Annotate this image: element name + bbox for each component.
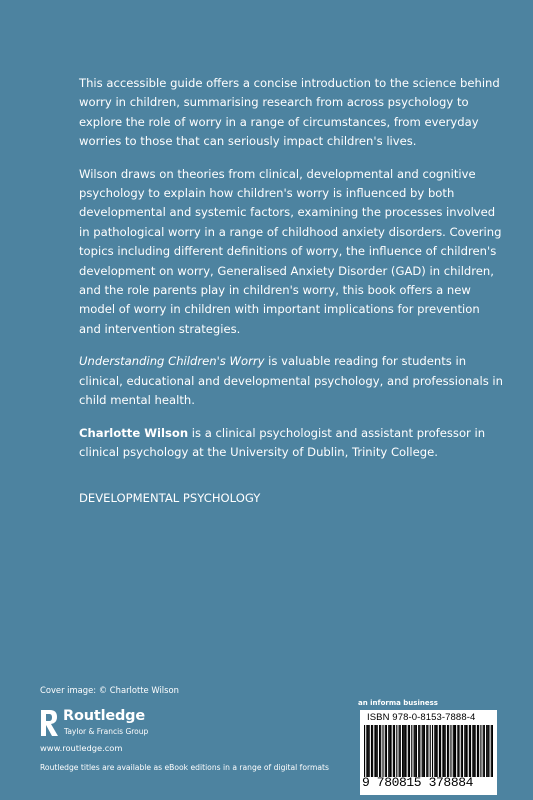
routledge-logo-icon: [40, 709, 59, 737]
barcode-bar: [366, 725, 367, 777]
barcode-bar: [389, 725, 390, 777]
barcode-bar: [404, 725, 405, 777]
barcode-bar: [374, 725, 375, 777]
barcode-bar: [379, 725, 380, 777]
barcode-bar: [415, 725, 416, 777]
barcode-bar: [462, 725, 463, 777]
barcode-bar: [393, 725, 394, 777]
barcode-bar: [492, 725, 493, 777]
informa-business-label: an informa business: [358, 699, 438, 707]
barcode-bar: [483, 725, 484, 777]
barcode-bar: [477, 725, 478, 777]
barcode-bar: [382, 725, 383, 777]
blurb-paragraph-2: Wilson draws on theories from clinical, developmental and cognitive psychology to explain how children's worry is influenced by both developmental and systemic factors, examining the processes involved in pathological worry in a range of childhood anxiety disorders. Covering topics including different definitions of worry, the influence of children's development on worry, Generalised Anxiety Disorder (GAD) in children, and the role parents play in children's worry, this book offers a new model of worry in children with important implications for prevention and intervention strategies.: [79, 166, 502, 336]
barcode-bar: [470, 725, 471, 777]
barcode-bar: [487, 725, 488, 777]
barcode-bar: [461, 725, 462, 777]
barcode-bar: [427, 725, 428, 777]
barcode-bar: [455, 725, 456, 777]
barcode-bar: [448, 725, 449, 777]
barcode-bar: [388, 725, 389, 777]
barcode-bar: [480, 725, 481, 777]
author-name: Charlotte Wilson: [79, 425, 189, 440]
barcode-bar: [422, 725, 423, 777]
barcode-bar: [418, 725, 419, 777]
barcode-bar: [419, 725, 420, 777]
barcode-bar: [453, 725, 454, 777]
barcode-bar: [394, 725, 395, 777]
barcode-bar: [372, 725, 373, 777]
barcode-bar: [454, 725, 455, 777]
barcode-bar: [434, 725, 435, 777]
barcode-bars: [364, 725, 493, 777]
barcode-bar: [478, 725, 479, 777]
barcode-bar: [439, 725, 440, 777]
barcode-bar: [484, 725, 485, 777]
barcode-bar: [486, 725, 487, 777]
author-bio: [79, 424, 504, 463]
barcode-bar: [473, 725, 474, 777]
barcode-bar: [369, 725, 370, 777]
barcode-bar: [416, 725, 417, 777]
barcode-bar: [409, 725, 410, 777]
barcode-bar: [440, 725, 441, 777]
back-cover-blurb: [79, 74, 504, 522]
barcode-bar: [371, 725, 372, 777]
barcode-bar: [450, 725, 451, 777]
barcode-bar: [457, 725, 458, 777]
barcode-bar: [467, 725, 468, 777]
barcode-digits: 9 780815 378884: [362, 775, 474, 790]
barcode-bar: [400, 725, 401, 777]
isbn-barcode: [360, 710, 497, 795]
publisher-website: www.routledge.com: [40, 743, 123, 753]
publisher-name: Routledge: [63, 708, 145, 724]
barcode-bar: [386, 725, 387, 777]
barcode-bar: [411, 725, 412, 777]
barcode-bar: [367, 725, 368, 777]
barcode-bar: [403, 725, 404, 777]
blurb-paragraph-1: This accessible guide offers a concise introduction to the science behind worry in children, summarising research from across psychology to explore the role of worry in a range of circumstances, from everyday worries to those that can seriously impact children's lives.: [79, 76, 500, 149]
barcode-bar: [414, 725, 415, 777]
barcode-bar: [488, 725, 489, 777]
barcode-bar: [432, 725, 433, 777]
publisher-group: Taylor & Francis Group: [64, 727, 149, 736]
barcode-bar: [399, 725, 400, 777]
barcode-bar: [424, 725, 425, 777]
isbn-number: ISBN 978-0-8153-7888-4: [367, 712, 476, 723]
barcode-bar: [423, 725, 424, 777]
barcode-bar: [396, 725, 397, 777]
barcode-bar: [376, 725, 377, 777]
barcode-bar: [364, 725, 365, 777]
barcode-bar: [408, 725, 409, 777]
barcode-bar: [458, 725, 459, 777]
barcode-bar: [442, 725, 443, 777]
barcode-bar: [469, 725, 470, 777]
barcode-bar: [402, 725, 403, 777]
barcode-bar: [377, 725, 378, 777]
barcode-bar: [426, 725, 427, 777]
author-bio-text: is a clinical psychologist and assistant professor in clinical psychology at the University of Dublin, Trinity College.: [79, 425, 486, 459]
barcode-bar: [390, 725, 391, 777]
barcode-bar: [447, 725, 448, 777]
barcode-bar: [437, 725, 438, 777]
barcode-bar: [445, 725, 446, 777]
subject-category: DEVELOPMENTAL PSYCHOLOGY: [79, 491, 261, 506]
blurb-paragraph-3: [79, 352, 504, 410]
blurb-paragraph-3-text: is valuable reading for students in clinical, educational and developmental psychology, and professionals in child mental health.: [79, 354, 504, 408]
barcode-bar: [443, 725, 444, 777]
barcode-bar: [385, 725, 386, 777]
barcode-bar: [475, 725, 476, 777]
barcode-bar: [380, 725, 381, 777]
cover-image-credit: Cover image: © Charlotte Wilson: [40, 685, 179, 695]
publisher-logo: [40, 707, 210, 743]
barcode-bar: [405, 725, 406, 777]
barcode-bar: [430, 725, 431, 777]
barcode-bar: [465, 725, 466, 777]
barcode-bar: [491, 725, 492, 777]
ebook-note: Routledge titles are available as eBook editions in a range of digital formats: [40, 763, 329, 772]
barcode-bar: [435, 725, 436, 777]
barcode-bar: [464, 725, 465, 777]
book-title: Understanding Children's Worry: [79, 354, 265, 369]
barcode-bar: [472, 725, 473, 777]
